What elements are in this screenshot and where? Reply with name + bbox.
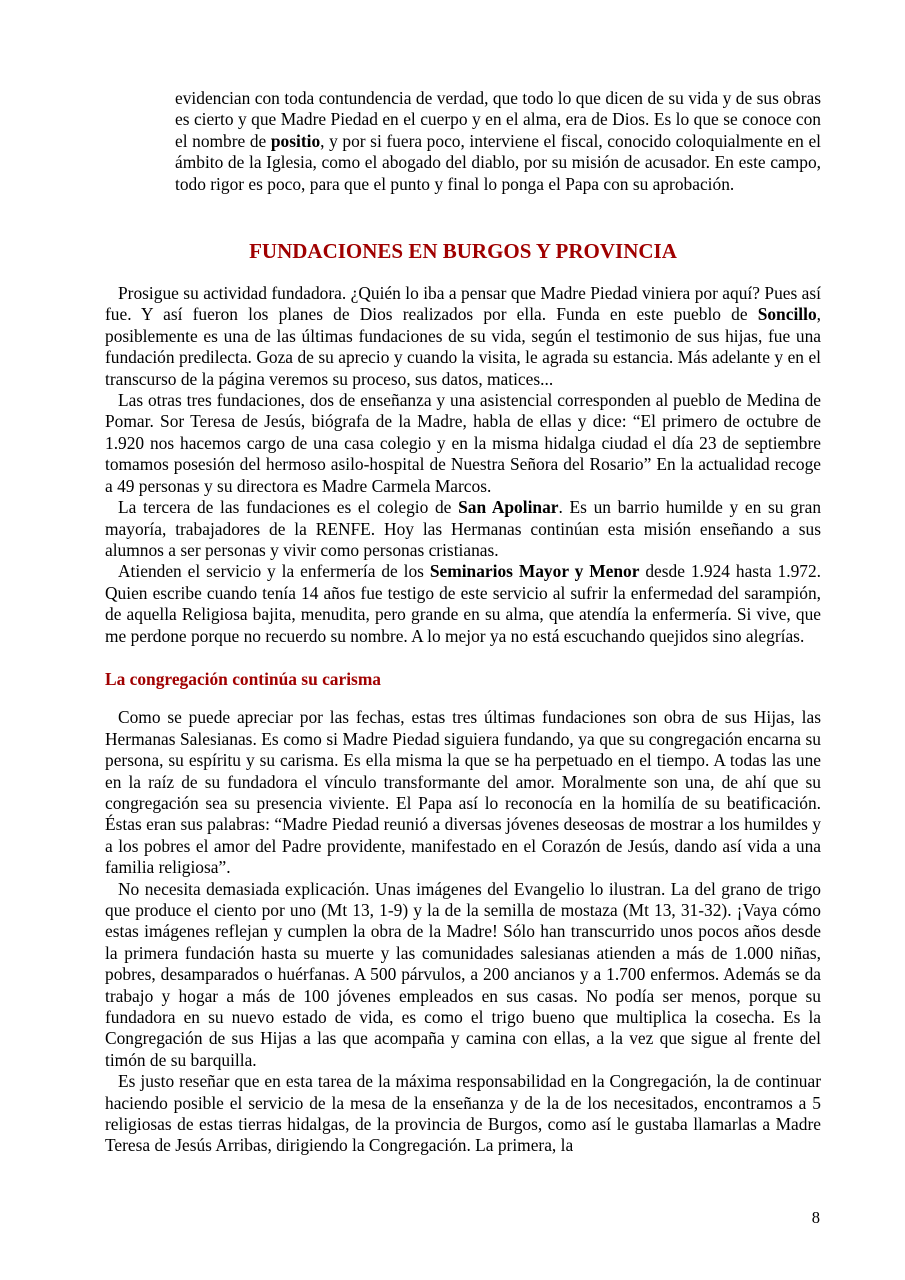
paragraph-seminarios: Atienden el servicio y la enfermería de los Seminarios Mayor y Menor desde 1.924 hasta 1.972. Quien escribe cuando tenía 14 años fue testigo de este servicio al sufrir la enfermedad del sarampión, de aquella Religiosa bajita, menudita, pero grande en su alma, que atendía la enfermería. Si vive, que me perdone porque no recuerdo su nombre. A lo mejor ya no está escuchando quejidos sino alegrías. — [105, 561, 821, 646]
paragraph-medina-de-pomar: Las otras tres fundaciones, dos de enseñanza y una asistencial corresponden al pueblo de Medina de Pomar. Sor Teresa de Jesús, biógrafa de la Madre, habla de ellas y dice: “El primero de octubre de 1.920 nos hacemos cargo de una casa colegio y en la misma hidalga ciudad el día 23 de septiembre tomamos posesión del hermoso asilo-hospital de Nuestra Señora del Rosario” En la actualidad recoge a 49 personas y su directora es Madre Carmela Marcos. — [105, 390, 821, 496]
continuation-paragraph: evidencian con toda contundencia de verdad, que todo lo que dicen de su vida y de sus obras es cierto y que Madre Piedad en el cuerpo y en el alma, era de Dios. Es lo que se conoce con el nombre de positio, y por si fuera poco, interviene el fiscal, conocido coloquialmente en el ámbito de la Iglesia, como el abogado del diablo, por su misión de acusador. En este campo, todo rigor es poco, para que el punto y final lo ponga el Papa con su aprobación. — [175, 88, 821, 194]
subsection-heading-carisma: La congregación continúa su carisma — [105, 668, 381, 689]
page-content — [105, 88, 821, 1157]
paragraph-imagenes-evangelio: No necesita demasiada explicación. Unas imágenes del Evangelio lo ilustran. La del grano de trigo que produce el ciento por uno (Mt 13, 1-9) y la de la semilla de mostaza (Mt 13, 31-32). ¡Vaya cómo estas imágenes reflejan y cumplen la obra de la Madre! Sólo han transcurrido unos pocos años desde la primera fundación hasta su muerte y las comunidades salesianas atienden a más de 1.000 niñas, pobres, desamparados o huérfanas. A 500 párvulos, a 200 ancianos y a 1.700 enfermos. Además se da trabajo y hogar a más de 100 jóvenes empleados en sus casas. No podía ser menos, porque su fundadora en su nuevo estado de vida, es como el trigo bueno que multiplica la cosecha. Es la Congregación de sus Hijas a las que acompaña y camina con ellas, a la vez que sigue al frente del timón de su barquilla. — [105, 878, 821, 1070]
section-heading-fundaciones: FUNDACIONES EN BURGOS Y PROVINCIA — [249, 239, 677, 264]
paragraph-san-apolinar: La tercera de las fundaciones es el colegio de San Apolinar. Es un barrio humilde y en su gran mayoría, trabajadores de la RENFE. Hoy las Hermanas continúan esta misión enseñando a sus alumnos a ser personas y vivir como personas cristianas. — [105, 497, 822, 560]
paragraph-religiosas-burgos: Es justo reseñar que en esta tarea de la máxima responsabilidad en la Congregación, la de continuar haciendo posible el servicio de la mesa de la enseñanza y de la de los necesitados, encontramos a 5 religiosas de estas tierras hidalgas, de la provincia de Burgos, como así le gustaba llamarlas a Madre Teresa de Jesús Arribas, dirigiendo la Congregación. La primera, la — [105, 1071, 821, 1156]
paragraph-hermanas-salesianas: Como se puede apreciar por las fechas, estas tres últimas fundaciones son obra de sus Hijas, las Hermanas Salesianas. Es como si Madre Piedad siguiera fundando, ya que su congregación encarna su persona, su espíritu y su carisma. Es ella misma la que se ha perpetuado en el tiempo. A todas las une en la raíz de su fundadora el vínculo transformante del amor. Moralmente son una, de ahí que su congregación sea su presencia viviente. El Papa así lo reconocía en la homilía de su beatificación. Éstas eran sus palabras: “Madre Piedad reunió a diversas jóvenes deseosas de mostrar a los humildes y a los pobres el amor del Padre providente, manifestado en el Corazón de Jesús, dando así vida a una familia religiosa”. — [105, 707, 821, 878]
paragraph-soncillo: Prosigue su actividad fundadora. ¿Quién lo iba a pensar que Madre Piedad viniera por aquí? Pues así fue. Y así fueron los planes de Dios realizados por ella. Funda en este pueblo de Soncillo, posiblemente es una de las últimas fundaciones de su vida, según el testimonio de sus hijas, fue una fundación predilecta. Goza de su aprecio y cuando la visita, le agrada su estancia. Más adelante y en el transcurso de la página veremos su proceso, sus datos, matices... — [105, 283, 821, 389]
page-number: 8 — [811, 1208, 820, 1227]
